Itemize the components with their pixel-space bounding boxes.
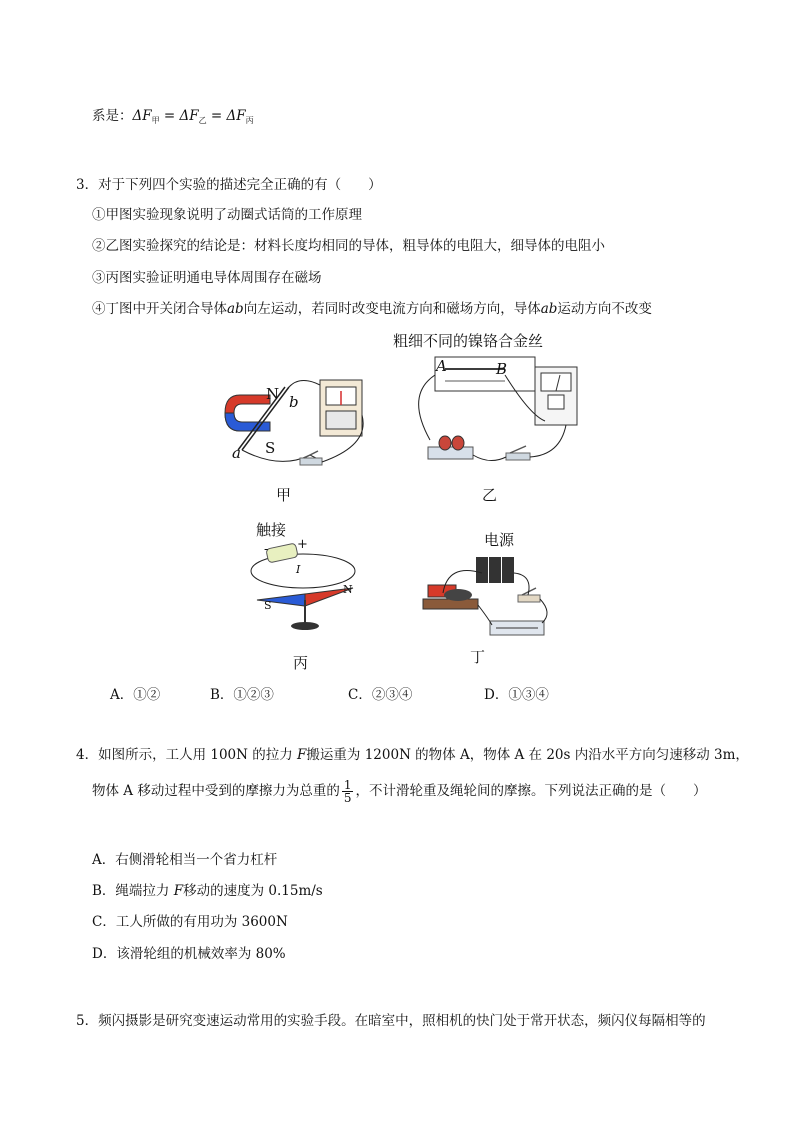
jia-label-b: b (289, 393, 299, 411)
bing-label-i: I (296, 563, 301, 576)
q4-stem-line1 (76, 746, 749, 764)
ding-power: 电源 (484, 531, 515, 549)
jia-label-n: N (266, 385, 280, 403)
q3-choice-c[interactable]: C．②③④ (348, 687, 413, 703)
q3-stem: 3．对于下列四个实验的描述完全正确的有（ ） (76, 177, 382, 193)
fraction-denominator: 5 (343, 791, 352, 805)
yi-label-b: B (496, 360, 508, 378)
jia-caption: 甲 (276, 486, 292, 504)
delta-f-3: = ΔF (206, 108, 246, 124)
q3-opt4-var1: ab (227, 301, 244, 317)
q4-stem-line2 (92, 778, 706, 804)
q4-l1-force: F (297, 747, 307, 763)
delta-f-2: = ΔF (159, 108, 199, 124)
bing-touch: 触接 (256, 521, 287, 539)
system-line (92, 107, 254, 130)
q4-l1-part-a: 4．如图所示，工人用 100N 的拉力 (76, 747, 298, 763)
sub-bing: 丙 (245, 116, 254, 125)
q3-opt4-part-a: ④丁图中开关闭合导体 (92, 301, 227, 317)
q3-opt4-part-c: 运动方向不改变 (557, 301, 652, 317)
q3-option-2: ②乙图实验探究的结论是：材料长度均相同的导体，粗导体的电阻大，细导体的电阻小 (92, 238, 605, 254)
fraction-numerator: 1 (343, 778, 352, 792)
jia-label-s: S (265, 439, 276, 457)
system-prefix: 系是： (92, 108, 133, 124)
bing-label-n: N (343, 583, 353, 596)
q4-choice-c[interactable]: C．工人所做的有用功为 3600N (92, 914, 288, 930)
delta-f-1: ΔF (132, 108, 152, 124)
ding-caption: 丁 (470, 648, 486, 666)
fraction (342, 779, 354, 804)
q4-b-part-b: 移动的速度为 0.15m/s (183, 883, 323, 899)
q4-choice-d[interactable]: D．该滑轮组的机械效率为 80% (92, 946, 286, 962)
yi-title: 粗细不同的镍铬合金丝 (393, 332, 544, 350)
yi-label-a: A (436, 357, 447, 375)
q3-option-4 (92, 300, 652, 318)
q3-option-1: ①甲图实验现象说明了动圈式话筒的工作原理 (92, 207, 362, 223)
q3-option-3: ③丙图实验证明通电导体周围存在磁场 (92, 270, 322, 286)
figure-ding (418, 553, 558, 648)
q4-l1-part-b: 搬运重为 1200N 的物体 A，物体 A 在 20s 内沿水平方向匀速移动 3m， (306, 747, 749, 763)
q4-l2-part-a: 物体 A 移动过程中受到的摩擦力为总重的 (92, 783, 340, 799)
bing-plus: + (297, 537, 308, 552)
q3-opt4-var2: ab (540, 301, 558, 317)
q3-choice-a[interactable]: A．①② (110, 687, 161, 703)
bing-caption: 丙 (293, 654, 309, 672)
jia-label-a: a (232, 444, 241, 462)
figure-jia (220, 375, 370, 470)
sub-jia: 甲 (151, 116, 160, 125)
bing-label-s: S (264, 599, 272, 612)
bing-minus: - (264, 542, 269, 557)
q3-choice-b[interactable]: B．①②③ (210, 687, 274, 703)
q4-choice-a[interactable]: A．右侧滑轮相当一个省力杠杆 (92, 852, 278, 868)
yi-caption: 乙 (482, 486, 498, 504)
q3-choice-d[interactable]: D．①③④ (484, 687, 549, 703)
q4-b-part-a: B．绳端拉力 (92, 883, 174, 899)
q5-stem: 5．频闪摄影是研究变速运动常用的实验手段。在暗室中，照相机的快门处于常开状态，频闪仪每隔相等的 (76, 1013, 706, 1029)
q3-opt4-part-b: 向左运动，若同时改变电流方向和磁场方向，导体 (243, 301, 541, 317)
sub-yi: 乙 (198, 116, 207, 125)
q4-b-force: F (173, 883, 184, 899)
q4-l2-part-b: ，不计滑轮重及绳轮间的摩擦。下列说法正确的是（ ） (355, 783, 707, 799)
q4-choice-b[interactable] (92, 882, 323, 900)
